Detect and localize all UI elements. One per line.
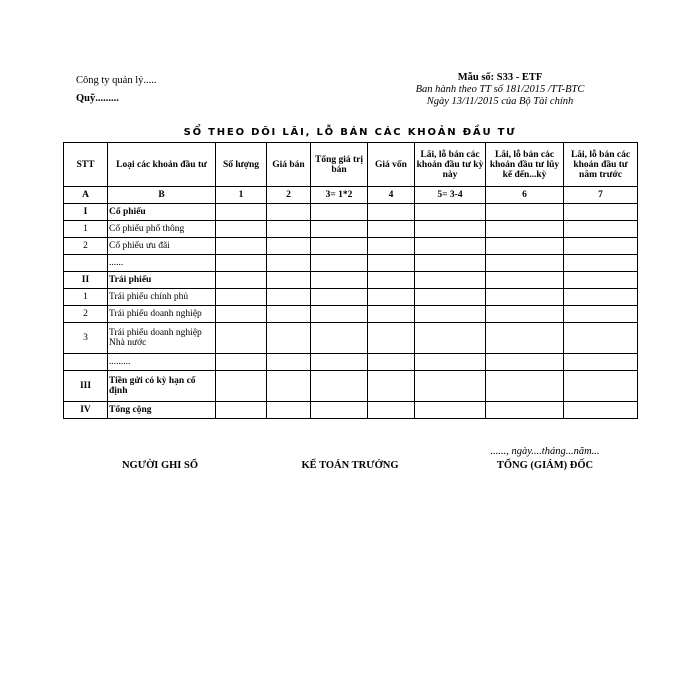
code-cell: B [108,187,216,204]
item-cell: Trái phiếu doanh nghiệp Nhà nước [108,323,216,354]
col-header: Giá vốn [368,143,415,187]
header-right [380,72,620,108]
col-header: Lãi, lỗ bán các khoản đầu tư kỳ này [415,143,486,187]
code-cell: 3= 1*2 [311,187,368,204]
stt-cell [64,354,108,371]
table-row [64,354,638,371]
code-cell: A [64,187,108,204]
stt-cell: IV [64,402,108,419]
col-header: Tổng giá trị bán [311,143,368,187]
item-cell: ...... [108,255,216,272]
table-row [64,221,638,238]
col-header: Giá bán [267,143,311,187]
chief-accountant-signature: KẾ TOÁN TRƯỞNG [301,460,399,471]
fund-label: Quỹ......... [76,93,119,104]
col-header: Số lượng [216,143,267,187]
header-row [64,143,638,187]
code-cell: 6 [486,187,564,204]
code-cell: 2 [267,187,311,204]
table-row [64,204,638,221]
code-cell: 4 [368,187,415,204]
stt-cell [64,255,108,272]
col-header: Lãi, lỗ bán các khoản đầu tư lũy kế đến...kỳ [486,143,564,187]
stt-cell: I [64,204,108,221]
issued-date: Ngày 13/11/2015 của Bộ Tài chính [426,96,574,107]
item-cell: Trái phiếu doanh nghiệp [108,306,216,323]
stt-cell: 1 [64,221,108,238]
code-row [64,187,638,204]
item-cell: Cổ phiếu [108,204,216,221]
table-row [64,238,638,255]
item-cell: Tổng cộng [108,402,216,419]
col-header: Lãi, lỗ bán các khoản đầu tư năm trước [564,143,638,187]
table-row [64,272,638,289]
page-title: SỔ THEO DÕI LÃI, LỖ BÁN CÁC KHOẢN ĐẦU TƯ [183,127,517,138]
table-row [64,289,638,306]
form-code: Mẫu số: S33 - ETF [457,72,543,83]
director-signature: TỔNG (GIÁM) ĐỐC [496,460,594,471]
recorder-signature: NGƯỜI GHI SỔ [121,460,199,471]
table-row [64,255,638,272]
ledger-table [63,142,638,419]
stt-cell: III [64,371,108,402]
table-row [64,306,638,323]
code-cell: 1 [216,187,267,204]
stt-cell: 2 [64,238,108,255]
issued-by: Ban hành theo TT số 181/2015 /TT-BTC [415,84,585,95]
stt-cell: 3 [64,323,108,354]
company-label: Công ty quản lý..... [76,75,157,86]
total-row [64,402,638,419]
stt-cell: II [64,272,108,289]
code-cell: 7 [564,187,638,204]
item-cell: ......... [108,354,216,371]
table-row [64,323,638,354]
item-cell: Trái phiếu chính phủ [108,289,216,306]
code-cell: 5= 3-4 [415,187,486,204]
col-header: Loại các khoản đầu tư [108,143,216,187]
table-row [64,371,638,402]
date-line: ......, ngày....tháng...năm... [490,446,600,457]
item-cell: Trái phiếu [108,272,216,289]
item-cell: Tiền gửi có kỳ hạn cố định [108,371,216,402]
header-left [76,72,157,108]
stt-cell: 2 [64,306,108,323]
col-header: STT [64,143,108,187]
item-cell: Cổ phiếu phổ thông [108,221,216,238]
item-cell: Cổ phiếu ưu đãi [108,238,216,255]
stt-cell: 1 [64,289,108,306]
